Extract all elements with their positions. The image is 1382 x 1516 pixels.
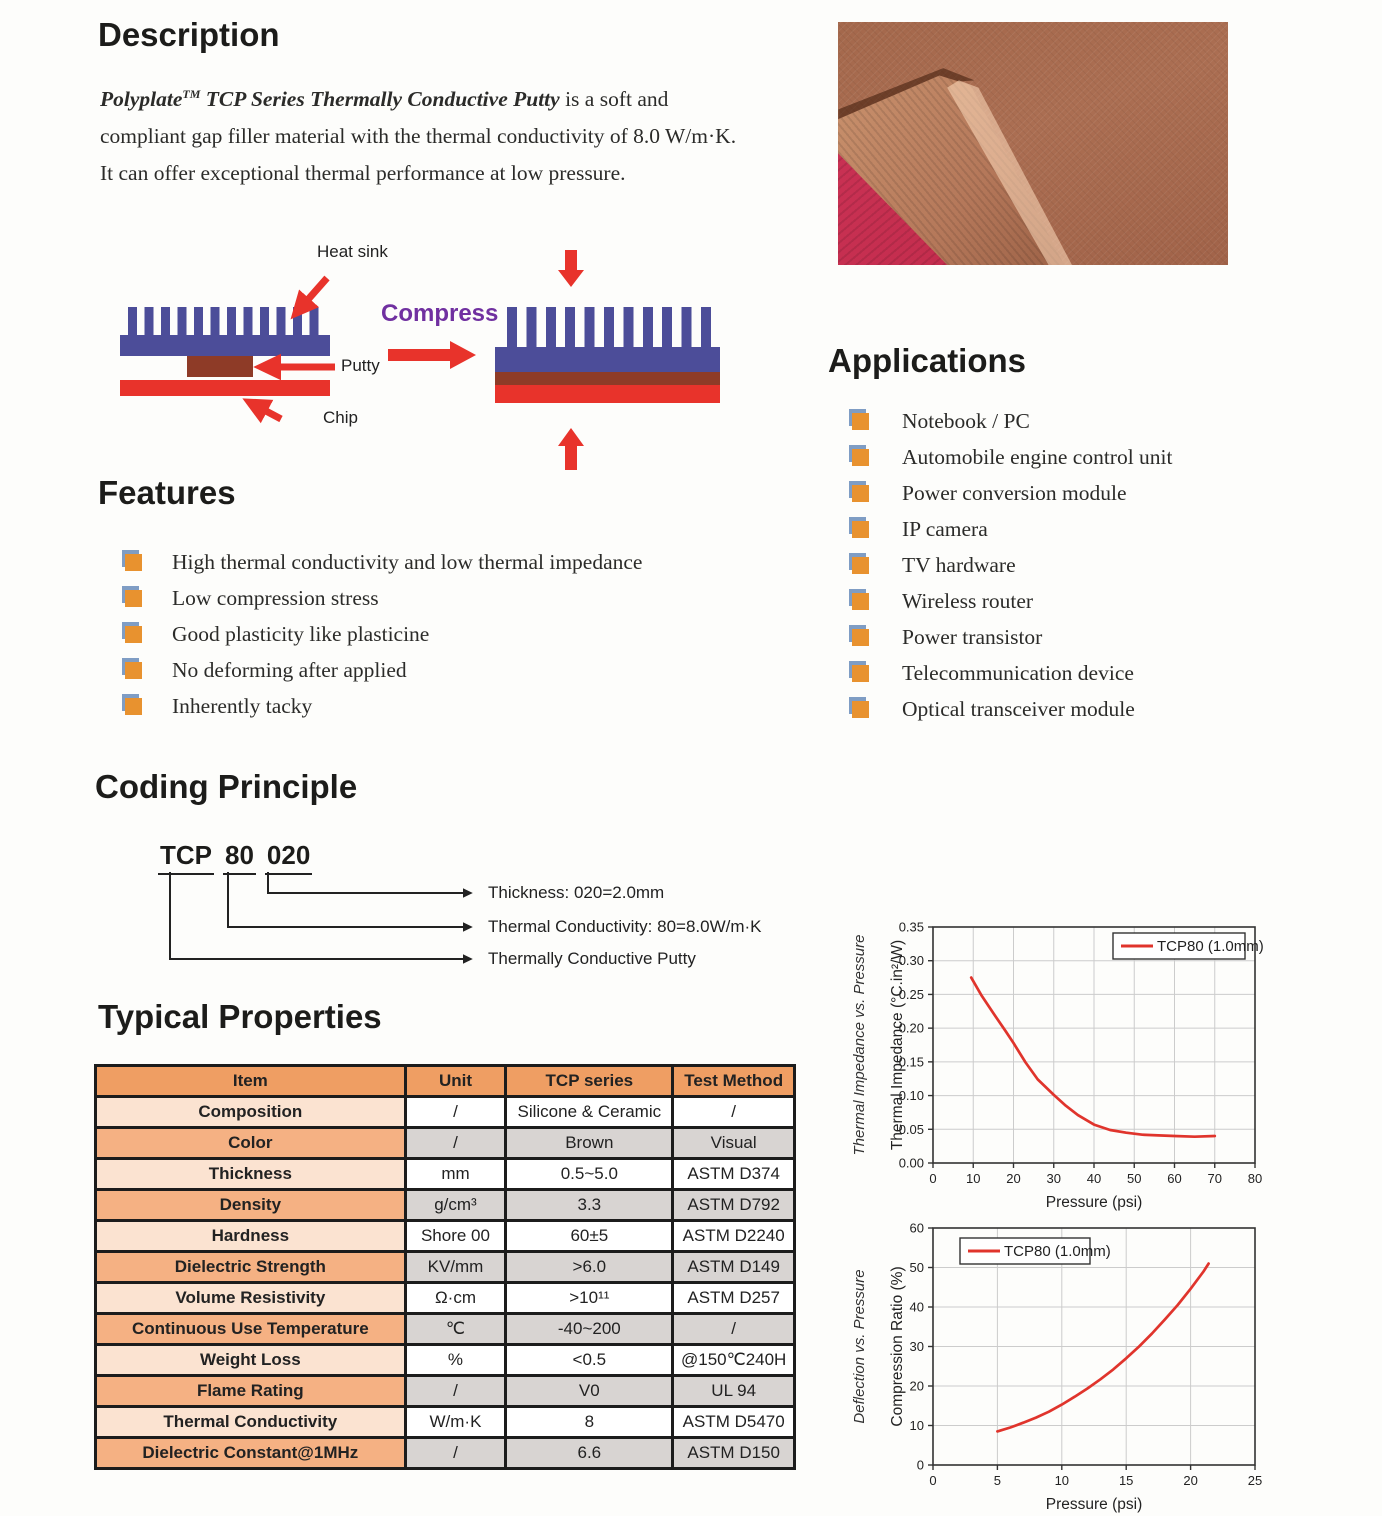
product-photo [838,22,1228,265]
code-part-020: 020 [265,840,312,875]
properties-heading: Typical Properties [98,998,382,1035]
svg-text:Compression Ratio (%): Compression Ratio (%) [889,1266,906,1427]
cell-value: >10¹¹ [506,1283,673,1314]
cell-unit: mm [405,1159,506,1190]
svg-text:5: 5 [993,1473,1002,1488]
application-item [852,518,1173,540]
table-row [96,1407,795,1438]
cell-item: Continuous Use Temperature [96,1314,406,1345]
cell-test: / [673,1097,795,1128]
svg-text:TCP80 (1.0mm): TCP80 (1.0mm) [1004,1243,1111,1260]
svg-text:0: 0 [916,1457,924,1473]
square-bullet-icon [852,557,869,574]
svg-text:10: 10 [1054,1473,1070,1488]
feature-label: Low compression stress [172,585,379,610]
cell-test: Visual [673,1128,795,1159]
table-row [96,1438,795,1469]
cell-unit: % [405,1345,506,1376]
application-label: Wireless router [902,588,1034,613]
svg-text:0.35: 0.35 [898,919,924,935]
square-bullet-icon [852,629,869,646]
col-header-test-method: Test Method [673,1066,795,1097]
chip-arrow [251,403,281,419]
svg-text:0.10: 0.10 [898,1088,924,1104]
svg-text:0.25: 0.25 [898,986,924,1002]
feature-item [125,695,642,717]
cell-test: ASTM D374 [673,1159,795,1190]
features-list [125,551,642,731]
feature-item [125,587,642,609]
table-row [96,1345,795,1376]
svg-text:30: 30 [1046,1171,1061,1186]
svg-text:20: 20 [1183,1473,1198,1488]
application-label: IP camera [902,516,988,541]
product-series: TCP Series Thermally Conductive Putty [200,87,560,112]
cell-item: Volume Resistivity [96,1283,406,1314]
cell-unit: KV/mm [405,1252,506,1283]
svg-text:25: 25 [1247,1473,1263,1488]
svg-text:30: 30 [909,1339,924,1354]
svg-text:50: 50 [909,1260,924,1275]
cell-test: ASTM D2240 [673,1221,795,1252]
application-label: Automobile engine control unit [902,444,1173,469]
cell-unit: ℃ [405,1314,506,1345]
cell-value: 60±5 [506,1221,673,1252]
feature-item [125,659,642,681]
cell-item: Composition [96,1097,406,1128]
table-row [96,1097,795,1128]
svg-text:0.15: 0.15 [898,1054,924,1070]
application-item [852,662,1173,684]
application-item [852,446,1173,468]
chip-label: Chip [323,408,358,427]
svg-text:20: 20 [909,1378,924,1394]
svg-text:80: 80 [1247,1171,1263,1186]
table-row [96,1221,795,1252]
table-row [96,1283,795,1314]
cell-unit: g/cm³ [405,1190,506,1221]
coding-callout-lines [95,868,495,978]
application-item [852,482,1173,504]
square-bullet-icon [125,698,142,715]
feature-item [125,623,642,645]
cell-item: Weight Loss [96,1345,406,1376]
col-header-tcp-series: TCP series [506,1066,673,1097]
svg-text:0: 0 [929,1171,937,1186]
cell-value: Silicone & Ceramic [506,1097,673,1128]
applications-list [852,410,1173,734]
application-label: Optical transceiver module [902,696,1135,721]
thermal-impedance-chart [850,893,1300,1215]
svg-text:60: 60 [1167,1171,1182,1186]
cell-value: >6.0 [506,1252,673,1283]
application-label: Notebook / PC [902,408,1030,433]
putty-label: Putty [341,356,380,375]
cell-test: ASTM D257 [673,1283,795,1314]
svg-text:Pressure (psi): Pressure (psi) [1045,1496,1143,1513]
cell-item: Density [96,1190,406,1221]
press-down-arrow [558,250,584,287]
press-up-arrow [558,428,584,470]
cell-unit: / [405,1097,506,1128]
cell-value: 3.3 [506,1190,673,1221]
coding-callout-thickness: Thickness: 020=2.0mm [488,883,665,902]
svg-text:10: 10 [966,1171,981,1186]
svg-text:0.00: 0.00 [898,1155,924,1171]
cell-test: @150℃240H [673,1345,795,1376]
application-item [852,698,1173,720]
description-text: is a soft and compliant gap filler material with the thermal conductivity of 8.0 W/m·K. It can offer exceptional thermal performance at low pressure. [100,87,737,186]
table-row [96,1376,795,1407]
svg-text:TCP80 (1.0mm): TCP80 (1.0mm) [1157,938,1264,955]
square-bullet-icon [125,554,142,571]
svg-text:50: 50 [1127,1171,1142,1186]
table-row [96,1252,795,1283]
cell-item: Dielectric Strength [96,1252,406,1283]
feature-label: Good plasticity like plasticine [172,621,430,646]
cell-unit: / [405,1128,506,1159]
properties-table [94,1064,796,1470]
feature-label: High thermal conductivity and low thermal impedance [172,549,643,574]
trademark-sup: TM [182,87,201,101]
compression-diagram [95,240,755,475]
square-bullet-icon [852,701,869,718]
table-row [96,1190,795,1221]
code-part-80: 80 [223,840,256,875]
cell-item: Thermal Conductivity [96,1407,406,1438]
cell-item: Dielectric Constant@1MHz [96,1438,406,1469]
svg-text:40: 40 [909,1299,924,1315]
applications-heading: Applications [828,342,1027,379]
square-bullet-icon [125,662,142,679]
table-row [96,1128,795,1159]
application-item [852,410,1173,432]
svg-text:0.05: 0.05 [898,1121,924,1137]
cell-test: ASTM D792 [673,1190,795,1221]
application-item [852,554,1173,576]
diagram-arrows [95,240,755,475]
feature-label: Inherently tacky [172,693,313,718]
svg-text:Thermal Impedance (°C.in²/W): Thermal Impedance (°C.in²/W) [889,939,906,1151]
square-bullet-icon [125,590,142,607]
square-bullet-icon [125,626,142,643]
compression-ratio-chart [850,1216,1300,1516]
square-bullet-icon [852,449,869,466]
square-bullet-icon [852,665,869,682]
coding-callout-conductivity: Thermal Conductivity: 80=8.0W/m·K [488,917,762,936]
code-part-tcp: TCP [158,840,214,875]
svg-text:0.20: 0.20 [898,1020,924,1036]
compress-label: Compress [381,300,499,327]
square-bullet-icon [852,485,869,502]
svg-text:20: 20 [1006,1171,1021,1186]
application-item [852,590,1173,612]
cell-value: 0.5~5.0 [506,1159,673,1190]
svg-text:Pressure (psi): Pressure (psi) [1045,1194,1143,1211]
cell-test: / [673,1314,795,1345]
cell-value: 6.6 [506,1438,673,1469]
svg-text:Deflection vs. Pressure: Deflection vs. Pressure [851,1269,868,1424]
table-row [96,1159,795,1190]
heat-sink-label: Heat sink [317,242,388,261]
application-label: Power transistor [902,624,1043,649]
cell-value: Brown [506,1128,673,1159]
svg-text:Thermal Impedance vs. Pressure: Thermal Impedance vs. Pressure [851,934,868,1156]
coding-heading: Coding Principle [95,768,358,805]
heat-sink-arrow [297,278,327,312]
cell-unit: / [405,1376,506,1407]
compress-arrow [388,341,476,369]
col-header-item: Item [96,1066,406,1097]
cell-unit: W/m·K [405,1407,506,1438]
features-heading: Features [98,474,236,511]
cell-item: Hardness [96,1221,406,1252]
cell-unit: Ω·cm [405,1283,506,1314]
square-bullet-icon [852,521,869,538]
table-header-row [96,1066,795,1097]
svg-text:60: 60 [909,1220,924,1236]
product-name: Polyplate [100,87,183,112]
col-header-unit: Unit [405,1066,506,1097]
coding-callout-putty: Thermally Conductive Putty [488,949,696,968]
cell-test: ASTM D5470 [673,1407,795,1438]
cell-value: <0.5 [506,1345,673,1376]
application-item [852,626,1173,648]
svg-text:0.30: 0.30 [898,953,924,969]
cell-test: ASTM D149 [673,1252,795,1283]
svg-text:70: 70 [1207,1171,1222,1186]
svg-text:15: 15 [1118,1473,1134,1488]
table-row [96,1314,795,1345]
cell-item: Color [96,1128,406,1159]
cell-item: Flame Rating [96,1376,406,1407]
application-label: Telecommunication device [902,660,1134,685]
application-label: TV hardware [902,552,1016,577]
square-bullet-icon [852,413,869,430]
description-paragraph [100,76,748,192]
cell-value: -40~200 [506,1314,673,1345]
svg-text:10: 10 [909,1418,924,1433]
description-heading: Description [98,16,280,53]
cell-item: Thickness [96,1159,406,1190]
cell-value: 8 [506,1407,673,1438]
feature-label: No deforming after applied [172,657,407,682]
cell-unit: / [405,1438,506,1469]
cell-value: V0 [506,1376,673,1407]
svg-text:40: 40 [1086,1171,1102,1186]
cell-unit: Shore 00 [405,1221,506,1252]
cell-test: UL 94 [673,1376,795,1407]
cell-test: ASTM D150 [673,1438,795,1469]
feature-item [125,551,642,573]
svg-text:0: 0 [929,1473,937,1488]
square-bullet-icon [852,593,869,610]
application-label: Power conversion module [902,480,1127,505]
